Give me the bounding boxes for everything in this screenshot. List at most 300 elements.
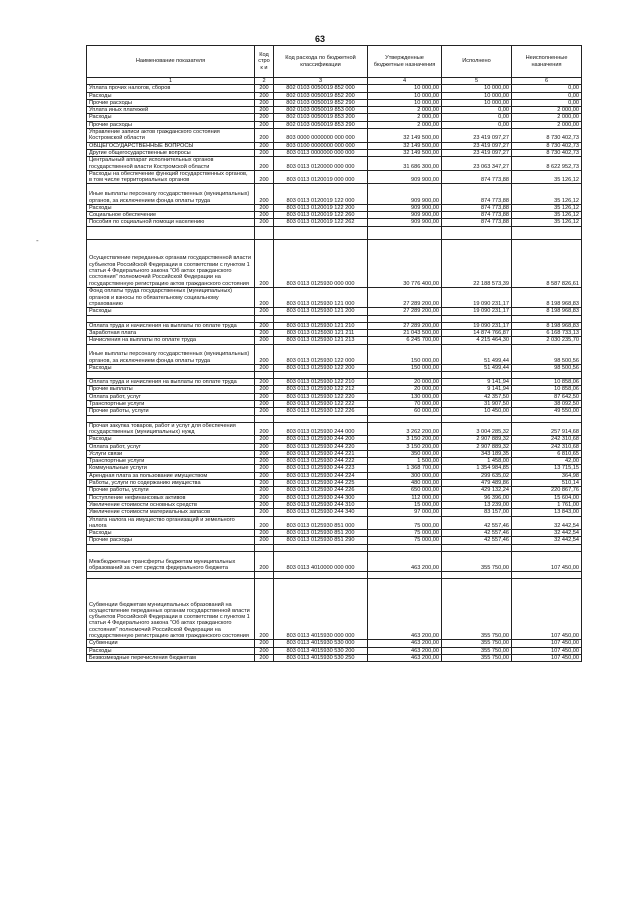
executed-amount: 9 141,94 <box>442 386 512 393</box>
table-row <box>87 436 582 443</box>
unexecuted-amount <box>512 572 582 579</box>
approved-amount: 463 200,00 <box>368 551 442 571</box>
indicator-name: Расходы <box>87 436 255 443</box>
unexecuted-amount <box>512 544 582 551</box>
classification-code: 803 0113 0125930 244 310 <box>274 501 368 508</box>
classification-code: 803 0113 0125930 122 222 <box>274 401 368 408</box>
indicator-name: Оплата работ, услуг <box>87 443 255 450</box>
classification-code <box>274 315 368 322</box>
table-row <box>87 379 582 386</box>
approved-amount: 150 000,00 <box>368 364 442 371</box>
executed-amount <box>442 372 512 379</box>
approved-amount: 3 150 200,00 <box>368 436 442 443</box>
executed-amount: 83 157,00 <box>442 509 512 516</box>
column-number: 6 <box>512 78 582 85</box>
executed-amount: 96 396,00 <box>442 494 512 501</box>
page-number: 63 <box>314 34 325 44</box>
executed-amount: 355 750,00 <box>442 551 512 571</box>
executed-amount: 355 750,00 <box>442 647 512 654</box>
unexecuted-amount: 13 715,15 <box>512 465 582 472</box>
executed-amount: 479 489,86 <box>442 480 512 487</box>
classification-code: 803 0113 0000000 000 000 <box>274 149 368 156</box>
executed-amount: 874 773,88 <box>442 184 512 204</box>
line-code: 200 <box>255 443 274 450</box>
classification-code: 803 0113 4015930 530 000 <box>274 640 368 647</box>
line-code: 200 <box>255 149 274 156</box>
approved-amount: 480 000,00 <box>368 480 442 487</box>
indicator-name: Транспортные услуги <box>87 458 255 465</box>
unexecuted-amount: 8 198 968,83 <box>512 287 582 307</box>
table-row <box>87 393 582 400</box>
table-row <box>87 537 582 544</box>
line-code <box>255 544 274 551</box>
approved-amount: 10 000,00 <box>368 85 442 92</box>
indicator-name: Расходы <box>87 308 255 315</box>
indicator-name: ОБЩЕГОСУДАРСТВЕННЫЕ ВОПРОСЫ <box>87 142 255 149</box>
indicator-name: Расходы <box>87 114 255 121</box>
indicator-name: Расходы <box>87 204 255 211</box>
line-code: 200 <box>255 85 274 92</box>
approved-amount: 650 000,00 <box>368 487 442 494</box>
executed-amount: 874 773,88 <box>442 170 512 184</box>
indicator-name: Уплата прочих налогов, сборов <box>87 85 255 92</box>
unexecuted-amount: 13 843,00 <box>512 509 582 516</box>
classification-code: 803 0113 0125930 121 210 <box>274 322 368 329</box>
line-code: 200 <box>255 480 274 487</box>
approved-amount: 3 262 200,00 <box>368 422 442 436</box>
unexecuted-amount: 35 126,12 <box>512 219 582 226</box>
classification-code: 803 0113 0120019 122 000 <box>274 184 368 204</box>
table-row <box>87 509 582 516</box>
approved-amount: 32 149 500,00 <box>368 129 442 143</box>
executed-amount: 874 773,88 <box>442 219 512 226</box>
table-row <box>87 654 582 661</box>
line-code: 200 <box>255 129 274 143</box>
indicator-name: Расходы <box>87 92 255 99</box>
approved-amount: 10 000,00 <box>368 92 442 99</box>
indicator-name <box>87 372 255 379</box>
indicator-name: Безвозмездные перечисления бюджетам <box>87 654 255 661</box>
unexecuted-amount: 10 858,06 <box>512 379 582 386</box>
approved-amount <box>368 315 442 322</box>
unexecuted-amount: 364,98 <box>512 472 582 479</box>
line-code: 200 <box>255 219 274 226</box>
indicator-name: Услуги связи <box>87 450 255 457</box>
indicator-name: Другие общегосударственные вопросы <box>87 149 255 156</box>
table-row <box>87 329 582 336</box>
executed-amount: 42 557,46 <box>442 537 512 544</box>
executed-amount: 1 458,00 <box>442 458 512 465</box>
line-code: 200 <box>255 379 274 386</box>
unexecuted-amount: 107 450,00 <box>512 647 582 654</box>
unexecuted-amount: 32 442,54 <box>512 516 582 530</box>
unexecuted-amount: 242 310,68 <box>512 436 582 443</box>
indicator-name: Оплата работ, услуг <box>87 393 255 400</box>
indicator-name: Фонд оплаты труда государственных (муниципальных) органов и взносы по обязательному социальному страхованию <box>87 287 255 307</box>
line-code: 200 <box>255 142 274 149</box>
approved-amount: 75 000,00 <box>368 530 442 537</box>
line-code: 200 <box>255 509 274 516</box>
approved-amount: 30 776 400,00 <box>368 240 442 288</box>
line-code <box>255 315 274 322</box>
unexecuted-amount: 8 198 968,83 <box>512 322 582 329</box>
line-code <box>255 572 274 579</box>
classification-code: 802 0103 0050019 853 000 <box>274 107 368 114</box>
unexecuted-amount: 10 858,06 <box>512 386 582 393</box>
table-row <box>87 579 582 640</box>
executed-amount: 23 063 347,27 <box>442 157 512 171</box>
line-code: 200 <box>255 114 274 121</box>
approved-amount: 2 000,00 <box>368 114 442 121</box>
executed-amount: 10 000,00 <box>442 99 512 106</box>
classification-code: 803 0113 0125930 244 225 <box>274 480 368 487</box>
unexecuted-amount: 35 126,12 <box>512 170 582 184</box>
executed-amount: 4 215 464,30 <box>442 337 512 344</box>
classification-code: 803 0113 0125930 244 300 <box>274 494 368 501</box>
executed-amount: 23 419 097,27 <box>442 149 512 156</box>
executed-amount <box>442 572 512 579</box>
line-code: 200 <box>255 422 274 436</box>
executed-amount: 31 907,50 <box>442 401 512 408</box>
table-row <box>87 107 582 114</box>
unexecuted-amount: 8 730 402,73 <box>512 129 582 143</box>
indicator-name: Коммунальные услуги <box>87 465 255 472</box>
unexecuted-amount: 32 442,54 <box>512 530 582 537</box>
executed-amount: 42 557,46 <box>442 530 512 537</box>
table-row <box>87 129 582 143</box>
indicator-name: Субвенции бюджетам муниципальных образований на осуществление переданных органам государственной власти субъектов Российской Федерации в соответствии с пунктом 1 статьи 4 Федерального закона "Об актах гражданского состояния" полномочий Российской Федерации на государственную регистрацию актов гражданского состояния <box>87 579 255 640</box>
classification-code <box>274 372 368 379</box>
indicator-name <box>87 415 255 422</box>
table-row <box>87 415 582 422</box>
executed-amount: 874 773,88 <box>442 212 512 219</box>
approved-amount: 2 000,00 <box>368 121 442 128</box>
line-code: 200 <box>255 654 274 661</box>
table-row <box>87 157 582 171</box>
approved-amount: 150 000,00 <box>368 344 442 364</box>
table-row <box>87 372 582 379</box>
indicator-name: Работы, услуги по содержанию имущества <box>87 480 255 487</box>
table-row <box>87 226 582 240</box>
approved-amount: 130 000,00 <box>368 393 442 400</box>
line-code: 200 <box>255 287 274 307</box>
indicator-name: Расходы на обеспечение функций государственных органов, в том числе территориальных органов <box>87 170 255 184</box>
executed-amount <box>442 315 512 322</box>
line-code: 200 <box>255 322 274 329</box>
classification-code: 803 0113 0125930 122 000 <box>274 344 368 364</box>
approved-amount <box>368 572 442 579</box>
column-number: 1 <box>87 78 255 85</box>
table-row <box>87 480 582 487</box>
unexecuted-amount: 242 310,68 <box>512 443 582 450</box>
indicator-name: Увеличение стоимости материальных запасов <box>87 509 255 516</box>
table-row <box>87 212 582 219</box>
unexecuted-amount: 510,14 <box>512 480 582 487</box>
indicator-name: Арендная плата за пользование имуществом <box>87 472 255 479</box>
table-row <box>87 240 582 288</box>
table-row <box>87 487 582 494</box>
indicator-name: Пособия по социальной помощи населению <box>87 219 255 226</box>
classification-code: 803 0113 0120019 122 200 <box>274 204 368 211</box>
indicator-name: Прочая закупка товаров, работ и услуг для обеспечения государственных (муниципальных) нужд <box>87 422 255 436</box>
classification-code: 803 0113 0125930 244 223 <box>274 465 368 472</box>
classification-code: 803 0113 0125930 244 340 <box>274 509 368 516</box>
indicator-name: Прочие работы, услуги <box>87 487 255 494</box>
approved-amount: 6 245 700,00 <box>368 337 442 344</box>
approved-amount: 21 043 500,00 <box>368 329 442 336</box>
unexecuted-amount: 220 867,76 <box>512 487 582 494</box>
approved-amount: 463 200,00 <box>368 647 442 654</box>
approved-amount: 97 000,00 <box>368 509 442 516</box>
line-code: 200 <box>255 344 274 364</box>
executed-amount: 343 189,35 <box>442 450 512 457</box>
approved-amount: 909 900,00 <box>368 212 442 219</box>
unexecuted-amount: 0,00 <box>512 85 582 92</box>
classification-code: 802 0103 0050019 852 000 <box>274 85 368 92</box>
approved-amount <box>368 415 442 422</box>
indicator-name: Иные выплаты персоналу государственных (муниципальных) органов, за исключением фонда оплаты труда <box>87 184 255 204</box>
line-code: 200 <box>255 92 274 99</box>
executed-amount <box>442 226 512 240</box>
unexecuted-amount: 98 500,56 <box>512 344 582 364</box>
executed-amount: 42 557,46 <box>442 516 512 530</box>
classification-code: 803 0113 0125930 244 226 <box>274 487 368 494</box>
executed-amount: 2 907 889,32 <box>442 443 512 450</box>
line-code: 200 <box>255 537 274 544</box>
indicator-name: Расходы <box>87 364 255 371</box>
executed-amount: 23 419 097,27 <box>442 142 512 149</box>
classification-code: 803 0113 0125930 244 221 <box>274 450 368 457</box>
classification-code: 803 0113 0125930 244 222 <box>274 458 368 465</box>
line-code: 200 <box>255 401 274 408</box>
executed-amount: 355 750,00 <box>442 579 512 640</box>
approved-amount <box>368 226 442 240</box>
classification-code: 802 0103 0050019 852 290 <box>274 99 368 106</box>
table-row <box>87 501 582 508</box>
executed-amount: 0,00 <box>442 114 512 121</box>
executed-amount: 19 090 231,17 <box>442 287 512 307</box>
table-row <box>87 364 582 371</box>
classification-code: 803 0113 0125930 122 226 <box>274 408 368 415</box>
approved-amount: 70 000,00 <box>368 401 442 408</box>
classification-code: 803 0113 4015930 530 250 <box>274 654 368 661</box>
approved-amount: 75 000,00 <box>368 537 442 544</box>
indicator-name: Оплата труда и начисления на выплаты по оплате труда <box>87 322 255 329</box>
line-code: 200 <box>255 240 274 288</box>
approved-amount: 463 200,00 <box>368 640 442 647</box>
table-row <box>87 408 582 415</box>
approved-amount: 20 000,00 <box>368 386 442 393</box>
table-row <box>87 114 582 121</box>
unexecuted-amount: 15 604,00 <box>512 494 582 501</box>
line-code: 200 <box>255 551 274 571</box>
classification-code: 803 0113 0125930 121 200 <box>274 308 368 315</box>
line-code: 200 <box>255 107 274 114</box>
unexecuted-amount <box>512 415 582 422</box>
executed-amount: 51 499,44 <box>442 364 512 371</box>
header-approved: Утвержденные бюджетные назначения <box>368 46 442 78</box>
header-unexecuted: Неисполненные назначения <box>512 46 582 78</box>
unexecuted-amount: 2 030 235,70 <box>512 337 582 344</box>
classification-code: 803 0113 0120000 000 000 <box>274 157 368 171</box>
unexecuted-amount: 0,00 <box>512 92 582 99</box>
unexecuted-amount: 35 126,12 <box>512 204 582 211</box>
line-code: 200 <box>255 579 274 640</box>
table-row <box>87 516 582 530</box>
classification-code: 802 0103 0050019 852 200 <box>274 92 368 99</box>
indicator-name: Социальное обеспечение <box>87 212 255 219</box>
indicator-name: Расходы <box>87 647 255 654</box>
table-row <box>87 142 582 149</box>
unexecuted-amount: 38 092,50 <box>512 401 582 408</box>
table-row <box>87 530 582 537</box>
unexecuted-amount: 107 450,00 <box>512 579 582 640</box>
indicator-name <box>87 544 255 551</box>
executed-amount: 874 773,88 <box>442 204 512 211</box>
table-row <box>87 472 582 479</box>
column-number: 4 <box>368 78 442 85</box>
executed-amount <box>442 544 512 551</box>
table-row <box>87 92 582 99</box>
table-row <box>87 458 582 465</box>
line-code: 200 <box>255 99 274 106</box>
line-code: 200 <box>255 465 274 472</box>
classification-code <box>274 572 368 579</box>
approved-amount: 27 289 200,00 <box>368 308 442 315</box>
line-code: 200 <box>255 121 274 128</box>
classification-code: 803 0000 0000000 000 000 <box>274 129 368 143</box>
classification-code: 803 0113 0120019 122 262 <box>274 219 368 226</box>
line-code: 200 <box>255 487 274 494</box>
table-row <box>87 337 582 344</box>
line-code: 200 <box>255 212 274 219</box>
approved-amount <box>368 372 442 379</box>
indicator-name <box>87 315 255 322</box>
approved-amount: 909 900,00 <box>368 204 442 211</box>
unexecuted-amount: 2 000,00 <box>512 121 582 128</box>
budget-execution-table <box>86 45 582 662</box>
approved-amount: 27 289 200,00 <box>368 322 442 329</box>
unexecuted-amount: 8 730 402,73 <box>512 142 582 149</box>
classification-code: 803 0113 0125930 000 000 <box>274 240 368 288</box>
executed-amount: 22 188 573,39 <box>442 240 512 288</box>
unexecuted-amount: 6 810,65 <box>512 450 582 457</box>
indicator-name <box>87 226 255 240</box>
header-line-code: Код строк и <box>255 46 274 78</box>
executed-amount: 355 750,00 <box>442 640 512 647</box>
indicator-name: Управление записи актов гражданского состояния Костромской области <box>87 129 255 143</box>
approved-amount: 300 000,00 <box>368 472 442 479</box>
line-code: 200 <box>255 516 274 530</box>
executed-amount: 2 907 889,32 <box>442 436 512 443</box>
indicator-name: Оплата труда и начисления на выплаты по оплате труда <box>87 379 255 386</box>
table-row <box>87 322 582 329</box>
line-code: 200 <box>255 501 274 508</box>
table-row <box>87 450 582 457</box>
indicator-name: Прочие работы, услуги <box>87 408 255 415</box>
line-code: 200 <box>255 647 274 654</box>
table-row <box>87 443 582 450</box>
approved-amount: 350 000,00 <box>368 450 442 457</box>
unexecuted-amount: 107 450,00 <box>512 654 582 661</box>
table-row <box>87 465 582 472</box>
indicator-name: Иные выплаты персоналу государственных (муниципальных) органов, за исключением фонда оплаты труда <box>87 344 255 364</box>
executed-amount <box>442 415 512 422</box>
header-executed: Исполнено <box>442 46 512 78</box>
unexecuted-amount: 87 642,50 <box>512 393 582 400</box>
table-row <box>87 287 582 307</box>
approved-amount: 75 000,00 <box>368 516 442 530</box>
classification-code: 803 0113 0125930 121 000 <box>274 287 368 307</box>
approved-amount: 3 150 200,00 <box>368 443 442 450</box>
line-code: 200 <box>255 450 274 457</box>
executed-amount: 23 419 097,27 <box>442 129 512 143</box>
executed-amount: 1 354 984,85 <box>442 465 512 472</box>
line-code: 200 <box>255 184 274 204</box>
unexecuted-amount <box>512 315 582 322</box>
table-row <box>87 308 582 315</box>
line-code: 200 <box>255 458 274 465</box>
executed-amount: 429 132,24 <box>442 487 512 494</box>
classification-code: 803 0100 0000000 000 000 <box>274 142 368 149</box>
unexecuted-amount: 2 000,00 <box>512 107 582 114</box>
line-code: 200 <box>255 337 274 344</box>
table-row <box>87 494 582 501</box>
unexecuted-amount: 0,00 <box>512 99 582 106</box>
indicator-name: Уплата иных платежей <box>87 107 255 114</box>
classification-code <box>274 544 368 551</box>
classification-code: 802 0103 0050019 853 200 <box>274 114 368 121</box>
executed-amount: 19 090 231,17 <box>442 308 512 315</box>
executed-amount: 10 450,00 <box>442 408 512 415</box>
classification-code: 803 0113 0125930 244 200 <box>274 436 368 443</box>
classification-code <box>274 415 368 422</box>
indicator-name: Субвенции <box>87 640 255 647</box>
indicator-name: Центральный аппарат исполнительных органов государственной власти Костромской области <box>87 157 255 171</box>
table-row <box>87 219 582 226</box>
classification-code: 803 0113 4015930 530 200 <box>274 647 368 654</box>
executed-amount: 13 239,00 <box>442 501 512 508</box>
classification-code: 803 0113 0120019 122 260 <box>274 212 368 219</box>
line-code: 200 <box>255 170 274 184</box>
unexecuted-amount: 98 500,56 <box>512 364 582 371</box>
line-code <box>255 226 274 240</box>
approved-amount: 60 000,00 <box>368 408 442 415</box>
approved-amount <box>368 544 442 551</box>
table-row <box>87 422 582 436</box>
executed-amount: 0,00 <box>442 107 512 114</box>
unexecuted-amount: 8 587 826,61 <box>512 240 582 288</box>
unexecuted-amount: 1 761,00 <box>512 501 582 508</box>
indicator-name: Прочие расходы <box>87 121 255 128</box>
line-code: 200 <box>255 329 274 336</box>
approved-amount: 909 900,00 <box>368 170 442 184</box>
classification-code <box>274 226 368 240</box>
table-row <box>87 99 582 106</box>
line-code: 200 <box>255 204 274 211</box>
approved-amount: 32 149 500,00 <box>368 142 442 149</box>
classification-code: 803 0113 4015930 000 000 <box>274 579 368 640</box>
approved-amount: 27 289 200,00 <box>368 287 442 307</box>
indicator-name: Уплата налога на имущество организаций и земельного налога <box>87 516 255 530</box>
classification-code: 803 0113 0125930 244 224 <box>274 472 368 479</box>
approved-amount: 909 900,00 <box>368 219 442 226</box>
table-row <box>87 149 582 156</box>
executed-amount: 0,00 <box>442 121 512 128</box>
column-number: 2 <box>255 78 274 85</box>
table-row <box>87 401 582 408</box>
indicator-name: Увеличение стоимости основных средств <box>87 501 255 508</box>
